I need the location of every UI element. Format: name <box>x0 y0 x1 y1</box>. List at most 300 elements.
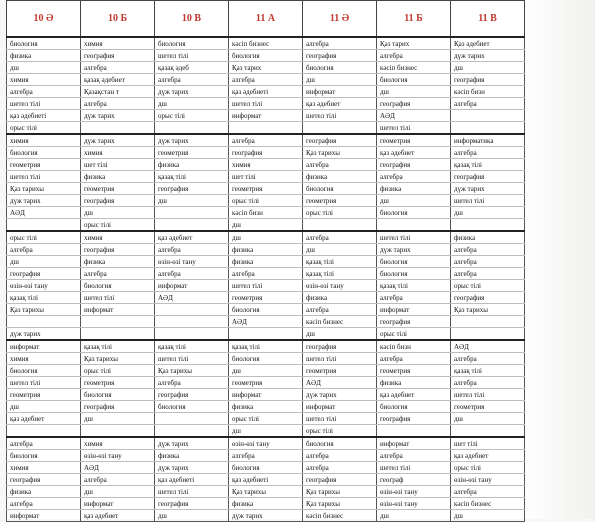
lesson-cell: қаз әдебиет <box>155 231 229 244</box>
lesson-cell: геометрия <box>7 389 81 401</box>
lesson-cell: геометрия <box>303 365 377 377</box>
lesson-cell: Қаз тарихы <box>303 486 377 498</box>
lesson-row <box>7 462 525 474</box>
lesson-cell: биология <box>377 74 451 86</box>
lesson-cell: геометрия <box>229 377 303 389</box>
lesson-cell: дүж тарих <box>303 389 377 401</box>
lesson-cell: география <box>451 74 525 86</box>
lesson-cell: биология <box>229 50 303 62</box>
lesson-row <box>7 474 525 486</box>
lesson-cell <box>155 328 229 341</box>
lesson-cell: шетел тілі <box>7 98 81 110</box>
lesson-cell: алгебра <box>7 437 81 450</box>
lesson-cell: шет тілі <box>81 159 155 171</box>
lesson-cell: қазақ тілі <box>155 340 229 353</box>
lesson-row <box>7 389 525 401</box>
lesson-row <box>7 183 525 195</box>
lesson-cell: шетел тілі <box>229 98 303 110</box>
class-header-11a: 11 А <box>229 1 303 38</box>
lesson-cell <box>155 122 229 135</box>
lesson-cell: физика <box>229 244 303 256</box>
lesson-cell: дш <box>229 365 303 377</box>
lesson-cell <box>7 219 81 232</box>
lesson-cell: дүж тарих <box>155 86 229 98</box>
lesson-cell: шет тілі <box>451 437 525 450</box>
lesson-cell: дш <box>377 195 451 207</box>
header-row <box>7 1 525 38</box>
lesson-cell: физика <box>377 183 451 195</box>
lesson-cell: биология <box>303 62 377 74</box>
lesson-cell: қаз әдебиеті <box>155 474 229 486</box>
lesson-cell: география <box>451 292 525 304</box>
lesson-cell: АӘД <box>81 462 155 474</box>
lesson-cell: география <box>451 171 525 183</box>
lesson-cell: алгебра <box>303 304 377 316</box>
lesson-cell: алгебра <box>7 498 81 510</box>
lesson-cell: география <box>81 50 155 62</box>
lesson-cell <box>303 219 377 232</box>
lesson-cell: география <box>155 498 229 510</box>
lesson-cell: Қазақстан т <box>81 86 155 98</box>
lesson-row <box>7 413 525 425</box>
lesson-cell <box>451 110 525 122</box>
lesson-cell: қаз әдебиет <box>7 413 81 425</box>
lesson-cell: қазақ тілі <box>451 365 525 377</box>
lesson-cell: алгебра <box>451 256 525 268</box>
lesson-cell: АӘД <box>377 110 451 122</box>
lesson-cell: геометрия <box>81 377 155 389</box>
lesson-cell: дүж тарих <box>81 110 155 122</box>
lesson-cell <box>81 122 155 135</box>
lesson-cell: алгебра <box>81 98 155 110</box>
lesson-cell: алгебра <box>81 62 155 74</box>
lesson-cell: Қаз тарихы <box>81 353 155 365</box>
lesson-cell: информат <box>229 110 303 122</box>
lesson-cell: Қаз тарихы <box>7 183 81 195</box>
lesson-cell: дүж тарих <box>155 462 229 474</box>
class-header-11b: 11 Б <box>377 1 451 38</box>
lesson-cell: алгебра <box>377 50 451 62</box>
lesson-cell: биология <box>229 353 303 365</box>
lesson-cell: қаз әдебиет <box>377 147 451 159</box>
lesson-cell: биология <box>377 207 451 219</box>
lesson-cell: орыс тілі <box>229 195 303 207</box>
lesson-cell: биология <box>81 389 155 401</box>
lesson-cell: қазақ тілі <box>155 171 229 183</box>
lesson-cell: геометрия <box>155 147 229 159</box>
lesson-cell: алгебра <box>377 171 451 183</box>
lesson-cell <box>155 413 229 425</box>
lesson-cell: шетел тілі <box>155 486 229 498</box>
lesson-row <box>7 437 525 450</box>
lesson-cell <box>451 328 525 341</box>
lesson-cell: география <box>377 159 451 171</box>
lesson-cell: химия <box>81 37 155 50</box>
lesson-cell: география <box>377 316 451 328</box>
lesson-cell: физика <box>7 486 81 498</box>
lesson-row <box>7 401 525 413</box>
lesson-cell <box>229 328 303 341</box>
lesson-cell: биология <box>377 401 451 413</box>
lesson-row <box>7 292 525 304</box>
lesson-cell: кәсіп бизнес <box>451 498 525 510</box>
lesson-cell: алгебра <box>81 268 155 280</box>
lesson-cell: кәсіп бизнес <box>229 37 303 50</box>
lesson-cell <box>229 122 303 135</box>
lesson-cell: қазақ тілі <box>451 159 525 171</box>
lesson-cell: алгебра <box>303 37 377 50</box>
lesson-cell: қазақ тілі <box>229 340 303 353</box>
lesson-cell: дш <box>81 486 155 498</box>
lesson-cell: орыс тілі <box>451 462 525 474</box>
lesson-cell: орыс тілі <box>303 207 377 219</box>
lesson-cell: дш <box>303 244 377 256</box>
lesson-cell: биология <box>377 268 451 280</box>
lesson-cell: алгебра <box>7 244 81 256</box>
lesson-cell: химия <box>7 353 81 365</box>
lesson-cell: дш <box>377 510 451 522</box>
lesson-cell: дүж тарих <box>155 134 229 147</box>
lesson-cell: физика <box>229 498 303 510</box>
lesson-cell: алгебра <box>229 268 303 280</box>
lesson-row <box>7 74 525 86</box>
lesson-cell: шетел тілі <box>303 353 377 365</box>
lesson-cell: биология <box>155 401 229 413</box>
lesson-cell: алгебра <box>7 86 81 98</box>
lesson-cell: өзін-өзі тану <box>7 280 81 292</box>
lesson-row <box>7 50 525 62</box>
lesson-cell: география <box>303 340 377 353</box>
lesson-cell: дш <box>303 328 377 341</box>
lesson-cell: география <box>303 474 377 486</box>
lesson-cell: алгебра <box>451 353 525 365</box>
lesson-cell: география <box>7 474 81 486</box>
lesson-cell: дүж тарих <box>451 183 525 195</box>
lesson-cell: информат <box>229 389 303 401</box>
lesson-cell: орыс тілі <box>7 122 81 135</box>
lesson-cell: орыс тілі <box>81 219 155 232</box>
lesson-cell: алгебра <box>229 74 303 86</box>
lesson-cell: орыс тілі <box>7 231 81 244</box>
timetable <box>6 0 525 522</box>
lesson-row <box>7 159 525 171</box>
lesson-cell: шетел тілі <box>451 195 525 207</box>
lesson-cell: алгебра <box>155 377 229 389</box>
lesson-cell: география <box>229 147 303 159</box>
lesson-cell: информат <box>155 280 229 292</box>
lesson-row <box>7 365 525 377</box>
lesson-cell: биология <box>7 37 81 50</box>
lesson-cell: кәсіп бизн <box>377 340 451 353</box>
lesson-cell: дүж тарих <box>81 134 155 147</box>
lesson-cell <box>377 425 451 438</box>
lesson-cell <box>451 122 525 135</box>
lesson-cell: орыс тілі <box>303 425 377 438</box>
timetable-body <box>7 37 525 522</box>
lesson-cell: геометрия <box>377 365 451 377</box>
lesson-cell: АӘД <box>451 340 525 353</box>
lesson-cell: қаз әдебиеті <box>229 474 303 486</box>
class-header-11ae: 11 Ә <box>303 1 377 38</box>
lesson-row <box>7 280 525 292</box>
lesson-cell: АӘД <box>155 292 229 304</box>
lesson-cell: қазақ әдебиет <box>81 74 155 86</box>
lesson-cell: қазақ әдеб <box>155 62 229 74</box>
lesson-cell: информат <box>7 340 81 353</box>
lesson-cell: география <box>303 50 377 62</box>
lesson-row <box>7 147 525 159</box>
class-header-10b: 10 Б <box>81 1 155 38</box>
lesson-cell: алгебра <box>451 377 525 389</box>
lesson-cell: орыс тілі <box>229 413 303 425</box>
lesson-cell: өзін-өзі тану <box>81 450 155 462</box>
lesson-cell: шетел тілі <box>155 353 229 365</box>
lesson-cell: физика <box>81 171 155 183</box>
lesson-row <box>7 86 525 98</box>
lesson-cell: химия <box>229 159 303 171</box>
lesson-cell <box>81 316 155 328</box>
lesson-cell <box>155 207 229 219</box>
lesson-cell: геометрия <box>229 292 303 304</box>
lesson-cell: информат <box>377 437 451 450</box>
lesson-cell: география <box>377 98 451 110</box>
lesson-cell: биология <box>155 37 229 50</box>
lesson-cell: физика <box>303 171 377 183</box>
lesson-cell: информат <box>303 86 377 98</box>
lesson-row <box>7 134 525 147</box>
lesson-cell <box>451 316 525 328</box>
lesson-cell <box>451 425 525 438</box>
lesson-cell: дш <box>155 510 229 522</box>
lesson-row <box>7 316 525 328</box>
lesson-cell: дш <box>451 510 525 522</box>
lesson-cell: геометрия <box>303 195 377 207</box>
lesson-cell: алгебра <box>451 244 525 256</box>
lesson-cell: кәсіп бизн <box>451 86 525 98</box>
lesson-cell: биология <box>229 304 303 316</box>
lesson-cell: алгебра <box>377 450 451 462</box>
lesson-row <box>7 328 525 341</box>
lesson-cell: информат <box>81 304 155 316</box>
lesson-cell: география <box>7 268 81 280</box>
lesson-cell: биология <box>81 280 155 292</box>
lesson-cell: дш <box>81 413 155 425</box>
lesson-row <box>7 268 525 280</box>
class-header-10a: 10 Ә <box>7 1 81 38</box>
lesson-cell: кәсіп бизн <box>229 207 303 219</box>
lesson-cell: Қаз тарихы <box>155 365 229 377</box>
lesson-cell: информатика <box>451 134 525 147</box>
lesson-row <box>7 110 525 122</box>
lesson-cell: қаз әдебиет <box>377 389 451 401</box>
lesson-cell: алгебра <box>451 147 525 159</box>
lesson-cell: алгебра <box>377 353 451 365</box>
lesson-cell: дүж тарих <box>451 50 525 62</box>
lesson-cell: физика <box>377 377 451 389</box>
lesson-cell: география <box>155 389 229 401</box>
lesson-cell: дш <box>451 207 525 219</box>
lesson-cell: география <box>303 134 377 147</box>
lesson-cell: биология <box>229 462 303 474</box>
lesson-row <box>7 498 525 510</box>
lesson-cell: қазақ тілі <box>303 256 377 268</box>
lesson-cell: химия <box>81 147 155 159</box>
lesson-cell: дш <box>377 86 451 98</box>
lesson-cell: дш <box>229 219 303 232</box>
lesson-cell: орыс тілі <box>377 328 451 341</box>
lesson-row <box>7 195 525 207</box>
lesson-cell: шетел тілі <box>303 413 377 425</box>
lesson-cell: кәсіп бизнес <box>303 316 377 328</box>
lesson-cell: шетел тілі <box>451 389 525 401</box>
lesson-cell: информат <box>7 510 81 522</box>
lesson-cell: қазақ тілі <box>303 268 377 280</box>
lesson-cell: орыс тілі <box>155 110 229 122</box>
lesson-cell: қазақ тілі <box>377 280 451 292</box>
lesson-cell: шетел тілі <box>377 122 451 135</box>
lesson-cell: физика <box>7 50 81 62</box>
lesson-row <box>7 122 525 135</box>
lesson-row <box>7 256 525 268</box>
lesson-cell: география <box>81 244 155 256</box>
lesson-cell: дш <box>7 401 81 413</box>
lesson-cell: шетел тілі <box>7 171 81 183</box>
lesson-cell: геометрия <box>7 159 81 171</box>
lesson-cell: геометрия <box>377 134 451 147</box>
lesson-cell: кәсіп бизнес <box>377 62 451 74</box>
lesson-cell: шетел тілі <box>377 231 451 244</box>
lesson-cell: дүж тарих <box>377 244 451 256</box>
lesson-cell: өзін-өзі тану <box>451 474 525 486</box>
lesson-cell: орыс тілі <box>81 365 155 377</box>
lesson-cell <box>155 316 229 328</box>
lesson-cell: дш <box>451 413 525 425</box>
lesson-row <box>7 304 525 316</box>
lesson-row <box>7 377 525 389</box>
lesson-cell: шетел тілі <box>303 110 377 122</box>
lesson-cell: өзін-өзі тану <box>377 498 451 510</box>
lesson-row <box>7 231 525 244</box>
lesson-cell: қаз әдебиет <box>451 450 525 462</box>
class-header-10v: 10 В <box>155 1 229 38</box>
lesson-cell: физика <box>303 292 377 304</box>
lesson-cell <box>7 316 81 328</box>
lesson-cell: физика <box>229 256 303 268</box>
lesson-cell: алгебра <box>303 462 377 474</box>
lesson-cell: дш <box>155 98 229 110</box>
lesson-cell <box>303 122 377 135</box>
lesson-cell <box>81 425 155 438</box>
lesson-cell: алгебра <box>229 134 303 147</box>
lesson-cell: қаз әдебиеті <box>7 110 81 122</box>
lesson-cell: қаз әдебиет <box>81 510 155 522</box>
lesson-cell: информат <box>303 401 377 413</box>
lesson-cell: кәсіп бизнес <box>303 510 377 522</box>
lesson-cell: қаз әдебиет <box>303 98 377 110</box>
lesson-cell: информат <box>81 498 155 510</box>
lesson-cell: өзін-өзі тану <box>303 280 377 292</box>
lesson-cell: АӘД <box>7 207 81 219</box>
lesson-cell <box>451 219 525 232</box>
lesson-cell: биология <box>7 450 81 462</box>
lesson-row <box>7 98 525 110</box>
lesson-cell: шетел тілі <box>229 280 303 292</box>
lesson-row <box>7 510 525 522</box>
lesson-row <box>7 219 525 232</box>
lesson-cell: биология <box>7 147 81 159</box>
lesson-cell: қаз әдебиеті <box>229 86 303 98</box>
lesson-cell: биология <box>303 183 377 195</box>
lesson-row <box>7 425 525 438</box>
lesson-cell <box>155 219 229 232</box>
lesson-cell: АӘД <box>229 316 303 328</box>
lesson-cell: дш <box>7 62 81 74</box>
lesson-cell: шетел тілі <box>7 377 81 389</box>
lesson-cell: өзін-өзі тану <box>155 256 229 268</box>
lesson-cell: алгебра <box>451 268 525 280</box>
lesson-cell: алгебра <box>229 450 303 462</box>
lesson-cell: Қаз тарих <box>229 62 303 74</box>
lesson-row <box>7 340 525 353</box>
lesson-cell: алгебра <box>303 450 377 462</box>
lesson-cell: дш <box>303 74 377 86</box>
lesson-row <box>7 62 525 74</box>
lesson-cell: Қаз тарихы <box>303 147 377 159</box>
lesson-cell: физика <box>229 401 303 413</box>
lesson-cell: орыс тілі <box>451 280 525 292</box>
lesson-cell: химия <box>81 437 155 450</box>
lesson-cell: география <box>81 401 155 413</box>
lesson-cell: Қаз тарихы <box>451 304 525 316</box>
lesson-cell: физика <box>451 231 525 244</box>
lesson-cell: алгебра <box>155 268 229 280</box>
lesson-cell: шет тілі <box>229 171 303 183</box>
lesson-cell: АӘД <box>303 377 377 389</box>
lesson-cell: Қаз тарихы <box>303 498 377 510</box>
lesson-cell <box>377 219 451 232</box>
lesson-cell: геометрия <box>451 401 525 413</box>
lesson-cell: физика <box>155 159 229 171</box>
lesson-cell: информат <box>377 304 451 316</box>
lesson-cell: география <box>155 183 229 195</box>
lesson-cell: өзін-өзі тану <box>377 486 451 498</box>
lesson-cell <box>81 328 155 341</box>
class-header-11v: 11 В <box>451 1 525 38</box>
lesson-row <box>7 207 525 219</box>
lesson-cell: дш <box>229 425 303 438</box>
lesson-cell: география <box>81 195 155 207</box>
lesson-row <box>7 450 525 462</box>
lesson-cell: шетел тілі <box>155 50 229 62</box>
lesson-cell: геометрия <box>81 183 155 195</box>
lesson-cell: биология <box>7 365 81 377</box>
lesson-cell: алгебра <box>451 486 525 498</box>
lesson-cell: химия <box>7 462 81 474</box>
lesson-row <box>7 37 525 50</box>
lesson-cell: алгебра <box>451 98 525 110</box>
lesson-cell: Қаз тарих <box>377 37 451 50</box>
lesson-cell: қазақ тілі <box>7 292 81 304</box>
lesson-cell: дш <box>229 231 303 244</box>
lesson-row <box>7 353 525 365</box>
lesson-cell: дүж тарих <box>229 510 303 522</box>
lesson-cell: алгебра <box>303 231 377 244</box>
lesson-cell: алгебра <box>155 244 229 256</box>
lesson-cell: дүж тарих <box>7 195 81 207</box>
lesson-cell: Қаз тарихы <box>229 486 303 498</box>
lesson-cell: Қаз әдебиет <box>451 37 525 50</box>
lesson-cell: биология <box>377 256 451 268</box>
